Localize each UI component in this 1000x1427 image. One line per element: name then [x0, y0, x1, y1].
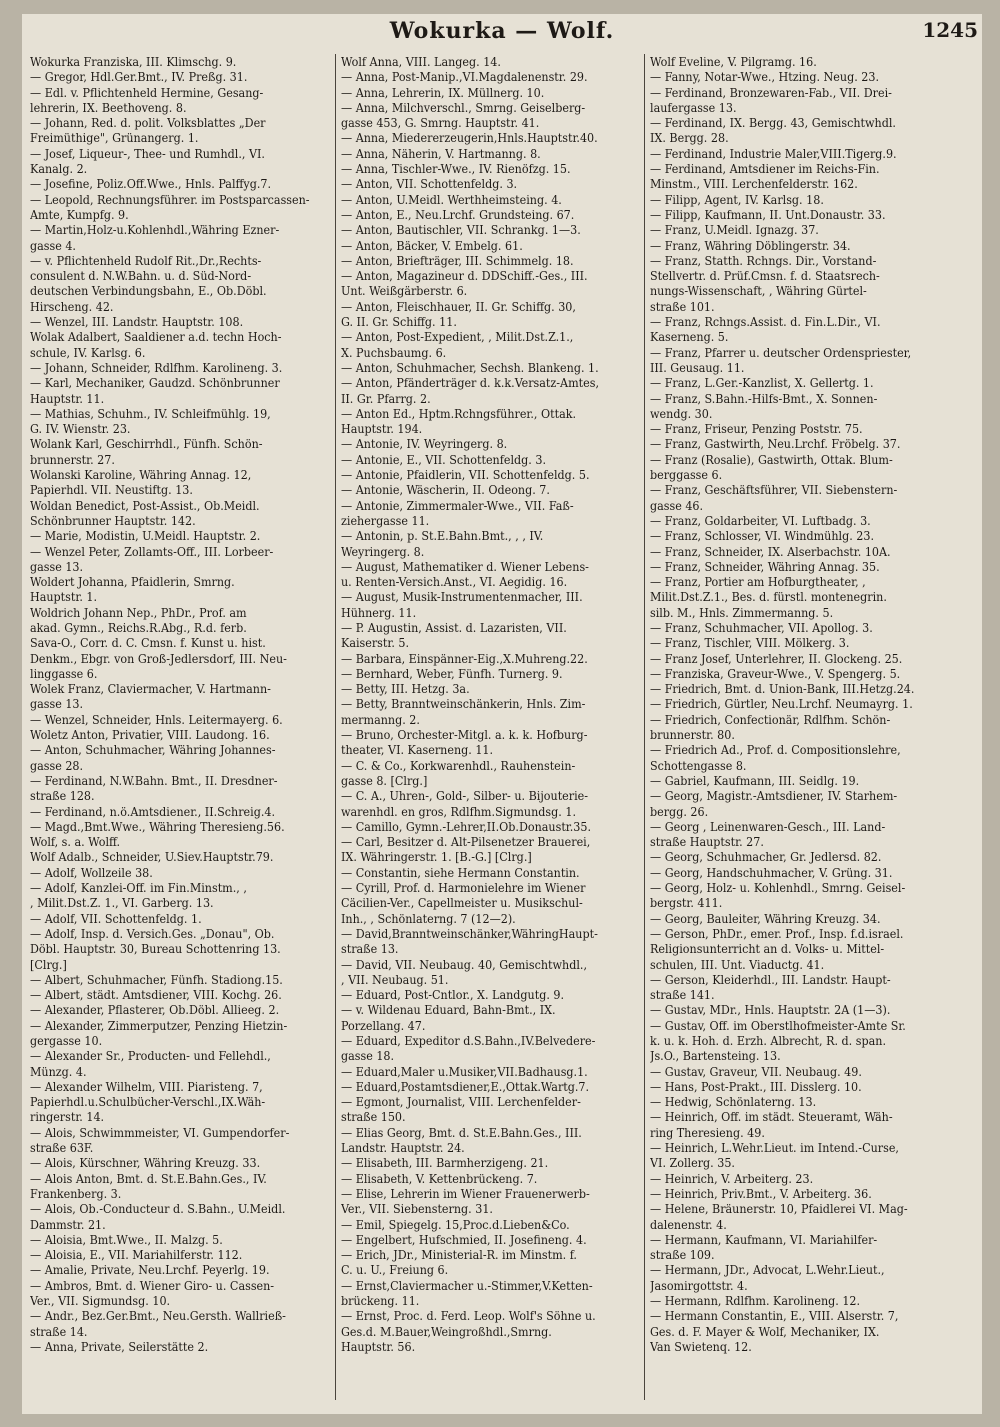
directory-entry: — Hermann, JDr., Advocat, L.Wehr.Lieut.,: [650, 1262, 885, 1278]
directory-entry: — Helene, Bräunerstr. 10, Pfaidlerei VI. Mag-: [650, 1201, 908, 1217]
directory-entry: — Eduard, Post-Cntlor., X. Landgutg. 9.: [341, 987, 565, 1003]
directory-entry: Hauptstr. 56.: [341, 1338, 416, 1354]
directory-entry: — Wenzel Peter, Zollamts-Off., III. Lorbeer-: [30, 543, 274, 559]
directory-entry: schulen, III. Unt. Viaductg. 41.: [650, 956, 825, 972]
directory-entry: straße 128.: [30, 788, 95, 804]
directory-entry: — Franz, Friseur, Penzing Poststr. 75.: [650, 421, 863, 437]
directory-entry: gasse 453, G. Smrng. Hauptstr. 41.: [341, 115, 540, 131]
directory-entry: — Gustav, Off. im Oberstlhofmeister-Amte Sr.: [650, 1017, 906, 1033]
directory-entry: — Anton, Schuhmacher, Sechsh. Blankeng. 1.: [341, 359, 599, 375]
directory-entry: Milit.Dst.Z.1., Bes. d. fürstl. montenegrin.: [650, 589, 887, 605]
directory-entry: IX. Währingerstr. 1. [B.-G.] [Clrg.]: [341, 849, 532, 865]
directory-entry: — Ambros, Bmt. d. Wiener Giro- u. Cassen-: [30, 1277, 275, 1293]
directory-entry: — Gustav, MDr., Hnls. Hauptstr. 2A (1—3).: [650, 1002, 891, 1018]
directory-entry: Woldrich Johann Nep., PhDr., Prof. am: [30, 604, 247, 620]
directory-entry: Hauptstr. 1.: [30, 589, 98, 605]
directory-entry: — Adolf, Kanzlei-Off. im Fin.Minstm., ,: [30, 880, 247, 896]
directory-entry: — Camillo, Gymn.-Lehrer,II.Ob.Donaustr.35.: [341, 818, 592, 834]
directory-entry: — Anton, Magazineur d. DDSchiff.-Ges., III.: [341, 268, 588, 284]
directory-entry: — Ferdinand, n.ö.Amtsdiener., II.Schreig.4.: [30, 803, 276, 819]
directory-entry: berggasse 6.: [650, 467, 723, 483]
directory-entry: Kaiserstr. 5.: [341, 635, 410, 651]
directory-entry: bergg. 26.: [650, 803, 709, 819]
directory-entry: Schönbrunner Hauptstr. 142.: [30, 512, 196, 528]
directory-entry: — Marie, Modistin, U.Meidl. Hauptstr. 2.: [30, 528, 261, 544]
directory-entry: — Franz, Schneider, Währing Annag. 35.: [650, 558, 880, 574]
directory-entry: — Anna, Post-Manip.,VI.Magdalenenstr. 29.: [341, 69, 588, 85]
column-middle: [341, 54, 641, 1400]
directory-entry: dalenenstr. 4.: [650, 1216, 727, 1232]
directory-entry: VI. Zollerg. 35.: [650, 1155, 735, 1171]
directory-entry: — Gregor, Hdl.Ger.Bmt., IV. Preßg. 31.: [30, 69, 248, 85]
directory-entry: Religionsunterricht an d. Volks- u. Mittel-: [650, 941, 885, 957]
directory-entry: bergstr. 411.: [650, 895, 723, 911]
directory-entry: — Albert, Schuhmacher, Fünfh. Stadiong.15.: [30, 971, 283, 987]
directory-entry: — Hermann, Rdlfhm. Karolineng. 12.: [650, 1293, 861, 1309]
directory-entry: — Andr., Bez.Ger.Bmt., Neu.Gersth. Wallrieß-: [30, 1308, 286, 1324]
directory-entry: straße 14.: [30, 1323, 88, 1339]
directory-entry: — David, VII. Neubaug. 40, Gemischtwhdl.,: [341, 956, 587, 972]
directory-entry: — Hermann Constantin, E., VIII. Alserstr. 7,: [650, 1308, 899, 1324]
directory-entry: — Franz, Portier am Hofburgtheater, ,: [650, 574, 866, 590]
directory-entry: — Franziska, Graveur-Wwe., V. Spengerg. 5.: [650, 665, 901, 681]
directory-entry: akad. Gymn., Reichs.R.Abg., R.d. ferb.: [30, 619, 247, 635]
directory-entry: Jasomirgottstr. 4.: [650, 1277, 748, 1293]
directory-entry: Hühnerg. 11.: [341, 604, 417, 620]
directory-entry: — Alexander Sr., Producten- und Fellehdl.,: [30, 1048, 271, 1064]
directory-entry: straße 109.: [650, 1247, 715, 1263]
directory-entry: — Alois Anton, Bmt. d. St.E.Bahn.Ges., IV.: [30, 1170, 267, 1186]
directory-entry: — Erich, JDr., Ministerial-R. im Minstm. f.: [341, 1247, 577, 1263]
directory-entry: straße Hauptstr. 27.: [650, 834, 764, 850]
directory-entry: Freimüthige", Grünangerg. 1.: [30, 130, 199, 146]
directory-entry: — Franz, Schuhmacher, VII. Apollog. 3.: [650, 619, 873, 635]
directory-entry: straße 63F.: [30, 1140, 94, 1156]
directory-entry: straße 13.: [341, 941, 399, 957]
directory-entry: — Carl, Besitzer d. Alt-Pilsenetzer Brauerei,: [341, 834, 591, 850]
directory-entry: — Antonie, Zimmermaler-Wwe., VII. Faß-: [341, 497, 574, 513]
directory-entry: — Heinrich, V. Arbeiterg. 23.: [650, 1170, 814, 1186]
directory-entry: — Friedrich Ad., Prof. d. Compositionslehre,: [650, 742, 901, 758]
directory-entry: — Franz, Rchngs.Assist. d. Fin.L.Dir., VI.: [650, 314, 881, 330]
directory-entry: gasse 13.: [30, 558, 84, 574]
running-head: Wokurka — Wolf.: [389, 18, 615, 44]
directory-entry: — Gabriel, Kaufmann, III. Seidlg. 19.: [650, 772, 860, 788]
directory-entry: — Ernst,Claviermacher u.-Stimmer,V.Ketten-: [341, 1277, 593, 1293]
directory-entry: — Friedrich, Gürtler, Neu.Lrchf. Neumayrg. 1.: [650, 696, 913, 712]
directory-entry: — Alois, Ob.-Conducteur d. S.Bahn., U.Meidl.: [30, 1201, 286, 1217]
directory-entry: Dammstr. 21.: [30, 1216, 106, 1232]
directory-entry: II. Gr. Pfarrg. 2.: [341, 390, 431, 406]
directory-entry: — Aloisia, Bmt.Wwe., II. Malzg. 5.: [30, 1231, 223, 1247]
directory-entry: Wolank Karl, Geschirrhdl., Fünfh. Schön-: [30, 436, 263, 452]
directory-entry: Schottengasse 8.: [650, 757, 747, 773]
directory-entry: — Barbara, Einspänner-Eig.,X.Muhreng.22.: [341, 650, 588, 666]
directory-entry: — Elias Georg, Bmt. d. St.E.Bahn.Ges., III.: [341, 1124, 582, 1140]
directory-entry: — Georg, Magistr.-Amtsdiener, IV. Starhem-: [650, 788, 898, 804]
directory-entry: gergasse 10.: [30, 1033, 103, 1048]
directory-entry: laufergasse 13.: [650, 99, 737, 115]
directory-entry: — Antonie, Pfaidlerin, VII. Schottenfeldg. 5.: [341, 467, 590, 483]
directory-entry: Woletz Anton, Privatier, VIII. Laudong. 16.: [30, 727, 270, 743]
directory-entry: gasse 13.: [30, 696, 84, 712]
directory-entry: gasse 8. [Clrg.]: [341, 772, 428, 788]
directory-entry: gasse 46.: [650, 497, 704, 513]
directory-entry: Denkm., Ebgr. von Groß-Jedlersdorf, III. Neu-: [30, 650, 287, 666]
directory-entry: — Georg, Holz- u. Kohlenhdl., Smrng. Geisel-: [650, 880, 906, 896]
directory-entry: — Heinrich, Off. im städt. Steueramt, Wäh-: [650, 1109, 893, 1125]
directory-entry: — Johann, Schneider, Rdlfhm. Karolineng. 3.: [30, 359, 283, 375]
directory-entry: Porzellang. 47.: [341, 1017, 426, 1033]
directory-entry: — Elise, Lehrerin im Wiener Frauenerwerb-: [341, 1185, 590, 1201]
directory-entry: schule, IV. Karlsg. 6.: [30, 344, 146, 360]
directory-entry: — Wenzel, Schneider, Hnls. Leitermayerg. 6.: [30, 711, 283, 727]
directory-entry: Münzg. 4.: [30, 1063, 87, 1079]
directory-entry: — Alexander, Zimmerputzer, Penzing Hietzin-: [30, 1017, 288, 1033]
directory-page: [22, 14, 982, 1414]
directory-entry: Wolak Adalbert, Saaldiener a.d. techn Hoch-: [30, 329, 282, 345]
column-divider: [335, 54, 336, 1400]
directory-entry: — Anton, Schuhmacher, Währing Johannes-: [30, 742, 276, 758]
directory-entry: Wolf Eveline, V. Pilgramg. 16.: [650, 54, 817, 69]
directory-entry: Weyringerg. 8.: [341, 543, 425, 559]
directory-entry: — Franz, Geschäftsführer, VII. Siebenstern-: [650, 482, 898, 498]
directory-entry: — Bernhard, Weber, Fünfh. Turnerg. 9.: [341, 665, 563, 681]
directory-entry: — Franz, Gastwirth, Neu.Lrchf. Fröbelg. 37.: [650, 436, 901, 452]
directory-entry: — Anna, Milchverschl., Smrng. Geiselberg-: [341, 99, 586, 115]
directory-entry: — Ferdinand, N.W.Bahn. Bmt., II. Dresdner-: [30, 772, 278, 788]
directory-entry: — Albert, städt. Amtsdiener, VIII. Kochg. 26.: [30, 987, 282, 1003]
directory-entry: ringerstr. 14.: [30, 1109, 105, 1125]
column-left: [30, 54, 334, 1400]
directory-entry: — Betty, III. Hetzg. 3a.: [341, 681, 470, 697]
directory-entry: — Anna, Private, Seilerstätte 2.: [30, 1338, 209, 1354]
directory-entry: — Elisabeth, V. Kettenbrückeng. 7.: [341, 1170, 538, 1186]
directory-entry: — Franz, Pfarrer u. deutscher Ordenspriester,: [650, 344, 912, 360]
directory-entry: deutschen Verbindungsbahn, E., Ob.Döbl.: [30, 283, 267, 299]
directory-entry: — Ferdinand, IX. Bergg. 43, Gemischtwhdl.: [650, 115, 896, 131]
directory-entry: — Anna, Tischler-Wwe., IV. Rienöfzg. 15.: [341, 161, 571, 177]
directory-entry: — P. Augustin, Assist. d. Lazaristen, VII.: [341, 619, 567, 635]
directory-entry: Papierhdl.u.Schulbücher-Verschl.,IX.Wäh-: [30, 1094, 266, 1110]
directory-entry: — Gustav, Graveur, VII. Neubaug. 49.: [650, 1063, 862, 1079]
directory-entry: Ver., VII. Sigmundsg. 10.: [30, 1293, 171, 1309]
directory-entry: — Wenzel, III. Landstr. Hauptstr. 108.: [30, 314, 244, 330]
directory-entry: — Georg, Bauleiter, Währing Kreuzg. 34.: [650, 910, 881, 926]
directory-entry: Cäcilien-Ver., Capellmeister u. Musikschul-: [341, 895, 583, 911]
directory-entry: Hauptstr. 11.: [30, 390, 105, 406]
directory-entry: gasse 4.: [30, 237, 76, 253]
directory-entry: — Antonie, Wäscherin, II. Odeong. 7.: [341, 482, 550, 498]
directory-entry: — Anna, Näherin, V. Hartmanng. 8.: [341, 145, 541, 161]
directory-entry: Inh., , Schönlaterng. 7 (12—2).: [341, 910, 516, 926]
directory-entry: — Anton, Post-Expedient, , Milit.Dst.Z.1.,: [341, 329, 574, 345]
directory-entry: Papierhdl. VII. Neustiftg. 13.: [30, 482, 193, 498]
directory-entry: — Eduard, Expeditor d.S.Bahn.,IV.Belvedere-: [341, 1033, 596, 1048]
directory-entry: — Anton, Briefträger, III. Schimmelg. 18.: [341, 252, 574, 268]
directory-entry: , VII. Neubaug. 51.: [341, 971, 449, 987]
directory-entry: — August, Mathematiker d. Wiener Lebens-: [341, 558, 589, 574]
directory-entry: Döbl. Hauptstr. 30, Bureau Schottenring 13.: [30, 941, 281, 957]
directory-entry: — Cyrill, Prof. d. Harmonielehre im Wiener: [341, 880, 586, 896]
directory-entry: — C. & Co., Korkwarenhdl., Rauhenstein-: [341, 757, 576, 773]
directory-entry: — Friedrich, Bmt. d. Union-Bank, III.Hetzg.24.: [650, 681, 915, 697]
directory-entry: — Martin,Holz-u.Kohlenhdl.,Währing Ezner-: [30, 222, 280, 238]
directory-entry: Amte, Kumpfg. 9.: [30, 206, 129, 222]
directory-entry: — Engelbert, Hufschmied, II. Josefineng. 4.: [341, 1231, 587, 1247]
directory-entry: Frankenberg. 3.: [30, 1185, 122, 1201]
directory-entry: — Adolf, Wollzeile 38.: [30, 864, 153, 880]
directory-entry: — Franz (Rosalie), Gastwirth, Ottak. Blum-: [650, 451, 893, 467]
directory-entry: — Ferdinand, Amtsdiener im Reichs-Fin.: [650, 161, 880, 177]
directory-entry: Kaserneng. 5.: [650, 329, 729, 345]
directory-entry: — Anna, Lehrerin, IX. Müllnerg. 10.: [341, 84, 545, 100]
directory-entry: — Franz, Schlosser, VI. Windmühlg. 23.: [650, 528, 875, 544]
directory-entry: Hauptstr. 194.: [341, 421, 423, 437]
directory-entry: — Filipp, Kaufmann, II. Unt.Donaustr. 33.: [650, 206, 886, 222]
directory-entry: — Anton, U.Meidl. Werthheimsteing. 4.: [341, 191, 562, 207]
directory-entry: — Constantin, siehe Hermann Constantin.: [341, 864, 580, 880]
directory-entry: — Alexander Wilhelm, VIII. Piaristeng. 7,: [30, 1078, 263, 1094]
directory-entry: Wokurka Franziska, III. Klimschg. 9.: [30, 54, 237, 69]
directory-entry: — Georg, Schuhmacher, Gr. Jedlersd. 82.: [650, 849, 882, 865]
directory-entry: brunnerstr. 27.: [30, 451, 115, 467]
directory-entry: ring Theresieng. 49.: [650, 1124, 765, 1140]
directory-entry: Ges. d. F. Mayer & Wolf, Mechaniker, IX.: [650, 1323, 880, 1339]
directory-entry: — David,Branntweinschänker,WähringHaupt-: [341, 925, 598, 941]
directory-entry: Wolf Adalb., Schneider, U.Siev.Hauptstr.79.: [30, 849, 274, 865]
directory-entry: Landstr. Hauptstr. 24.: [341, 1140, 465, 1156]
directory-entry: — Alexander, Pflasterer, Ob.Döbl. Allieeg. 2.: [30, 1002, 280, 1018]
directory-entry: nungs-Wissenschaft, , Währing Gürtel-: [650, 283, 867, 299]
directory-entry: silb. M., Hnls. Zimmermanng. 5.: [650, 604, 834, 620]
directory-entry: — Fanny, Notar-Wwe., Htzing. Neug. 23.: [650, 69, 880, 85]
directory-entry: — Adolf, Insp. d. Versich.Ges. „Donau", Ob.: [30, 925, 275, 941]
directory-entry: brückeng. 11.: [341, 1293, 420, 1309]
directory-entry: wendg. 30.: [650, 405, 713, 421]
directory-entry: Wolanski Karoline, Währing Annag. 12,: [30, 467, 252, 483]
directory-entry: — Edl. v. Pflichtenheld Hermine, Gesang-: [30, 84, 264, 100]
directory-entry: brunnerstr. 80.: [650, 727, 735, 743]
directory-entry: — Alois, Schwimmmeister, VI. Gumpendorfer-: [30, 1124, 290, 1140]
directory-entry: — Franz, Tischler, VIII. Mölkerg. 3.: [650, 635, 850, 651]
directory-entry: gasse 28.: [30, 757, 84, 773]
directory-entry: — Johann, Red. d. polit. Volksblattes „Der: [30, 115, 266, 131]
directory-entry: — Filipp, Agent, IV. Karlsg. 18.: [650, 191, 824, 207]
directory-entry: — Franz, L.Ger.-Kanzlist, X. Gellertg. 1.: [650, 375, 874, 391]
directory-entry: Wolf Anna, VIII. Langeg. 14.: [341, 54, 501, 69]
directory-entry: — Franz, Goldarbeiter, VI. Luftbadg. 3.: [650, 512, 871, 528]
directory-entry: — Heinrich, L.Wehr.Lieut. im Intend.-Curse,: [650, 1140, 899, 1156]
directory-entry: Ges.d. M.Bauer,Weingroßhdl.,Smrng.: [341, 1323, 552, 1339]
directory-entry: — Gerson, PhDr., emer. Prof., Insp. f.d.israel.: [650, 925, 904, 941]
directory-entry: — Antonie, E., VII. Schottenfeldg. 3.: [341, 451, 546, 467]
directory-entry: consulent d. N.W.Bahn. u. d. Süd-Nord-: [30, 268, 252, 284]
directory-entry: k. u. k. Hoh. d. Erzh. Albrecht, R. d. span.: [650, 1033, 886, 1048]
directory-entry: Hirscheng. 42.: [30, 298, 114, 314]
directory-entry: Woldert Johanna, Pfaidlerin, Smrng.: [30, 574, 235, 590]
directory-entry: Wolek Franz, Claviermacher, V. Hartmann-: [30, 681, 271, 697]
directory-entry: — Anton, Fleischhauer, II. Gr. Schiffg. 30,: [341, 298, 576, 314]
directory-entry: — Amalie, Private, Neu.Lrchf. Peyerlg. 19.: [30, 1262, 270, 1278]
directory-entry: Van Swietenq. 12.: [650, 1338, 752, 1354]
directory-entry: — Georg , Leinenwaren-Gesch., III. Land-: [650, 818, 886, 834]
directory-entry: — Hans, Post-Prakt., III. Disslerg. 10.: [650, 1078, 862, 1094]
directory-entry: straße 141.: [650, 987, 715, 1003]
directory-entry: — Anton Ed., Hptm.Rchngsführer., Ottak.: [341, 405, 577, 421]
directory-entry: linggasse 6.: [30, 665, 98, 681]
directory-entry: — Adolf, VII. Schottenfeldg. 1.: [30, 910, 202, 926]
directory-entry: Unt. Weißgärberstr. 6.: [341, 283, 468, 299]
directory-entry: Sava-O., Corr. d. C. Cmsn. f. Kunst u. hist.: [30, 635, 266, 651]
directory-entry: Js.O., Bartensteing. 13.: [650, 1048, 781, 1064]
directory-entry: — Ferdinand, Industrie Maler,VIII.Tigerg.9.: [650, 145, 897, 161]
directory-entry: C. u. U., Freiung 6.: [341, 1262, 449, 1278]
directory-entry: — Franz, Statth. Rchngs. Dir., Vorstand-: [650, 252, 877, 268]
directory-entry: III. Geusaug. 11.: [650, 359, 745, 375]
directory-entry: — Heinrich, Priv.Bmt., V. Arbeiterg. 36.: [650, 1185, 872, 1201]
directory-entry: IX. Bergg. 28.: [650, 130, 729, 146]
directory-entry: — Friedrich, Confectionär, Rdlfhm. Schön-: [650, 711, 891, 727]
directory-entry: — Franz, S.Bahn.-Hilfs-Bmt., X. Sonnen-: [650, 390, 878, 406]
directory-entry: — Franz, Schneider, IX. Alserbachstr. 10A.: [650, 543, 891, 559]
directory-entry: — Anna, Miedererzeugerin,Hnls.Hauptstr.40.: [341, 130, 598, 146]
directory-entry: Wolf, s. a. Wolff.: [30, 834, 121, 850]
directory-entry: Stellvertr. d. Prüf.Cmsn. f. d. Staatsrech-: [650, 268, 880, 284]
directory-entry: lehrerin, IX. Beethoveng. 8.: [30, 99, 187, 115]
directory-entry: — v. Pflichtenheld Rudolf Rit.,Dr.,Rechts-: [30, 252, 262, 268]
directory-entry: mermanng. 2.: [341, 711, 420, 727]
directory-entry: — Anton, Bautischler, VII. Schrankg. 1—3.: [341, 222, 581, 238]
directory-entry: — Magd.,Bmt.Wwe., Währing Theresieng.56.: [30, 818, 285, 834]
directory-entry: — Georg, Handschuhmacher, V. Grüng. 31.: [650, 864, 893, 880]
directory-entry: — Hedwig, Schönlaterng. 13.: [650, 1094, 817, 1110]
directory-entry: — Aloisia, E., VII. Mariahilferstr. 112.: [30, 1247, 243, 1263]
directory-entry: — Alois, Kürschner, Währing Kreuzg. 33.: [30, 1155, 261, 1171]
directory-entry: — Bruno, Orchester-Mitgl. a. k. k. Hofburg-: [341, 727, 588, 743]
directory-entry: straße 150.: [341, 1109, 406, 1125]
directory-entry: , Milit.Dst.Z. 1., VI. Garberg. 13.: [30, 895, 214, 911]
directory-entry: Ver., VII. Siebensterng. 31.: [341, 1201, 493, 1217]
directory-entry: — August, Musik-Instrumentenmacher, III.: [341, 589, 583, 605]
directory-entry: — Mathias, Schuhm., IV. Schleifmühlg. 19,: [30, 405, 271, 421]
directory-entry: — Hermann, Kaufmann, VI. Mariahilfer-: [650, 1231, 878, 1247]
directory-entry: — v. Wildenau Eduard, Bahn-Bmt., IX.: [341, 1002, 556, 1018]
directory-entry: theater, VI. Kaserneng. 11.: [341, 742, 494, 758]
directory-entry: — Josefine, Poliz.Off.Wwe., Hnls. Palffyg.7.: [30, 176, 272, 192]
column-divider: [644, 54, 645, 1400]
directory-entry: Kanalg. 2.: [30, 161, 88, 177]
directory-entry: — Josef, Liqueur-, Thee- und Rumhdl., VI.: [30, 145, 265, 161]
directory-entry: — Antonie, IV. Weyringerg. 8.: [341, 436, 508, 452]
directory-entry: G. IV. Wienstr. 23.: [30, 421, 131, 437]
directory-entry: — Eduard,Postamtsdiener,E.,Ottak.Wartg.7.: [341, 1078, 590, 1094]
directory-entry: — Karl, Mechaniker, Gaudzd. Schönbrunner: [30, 375, 280, 391]
directory-entry: Minstm., VIII. Lerchenfelderstr. 162.: [650, 176, 858, 192]
directory-entry: — Anton, VII. Schottenfeldg. 3.: [341, 176, 518, 192]
page-number: 1245: [922, 18, 978, 42]
directory-entry: — Gerson, Kleiderhdl., III. Landstr. Haupt-: [650, 971, 891, 987]
directory-entry: G. II. Gr. Schiffg. 11.: [341, 314, 457, 330]
directory-entry: — Antonin, p. St.E.Bahn.Bmt., , , IV.: [341, 528, 544, 544]
directory-entry: — Leopold, Rechnungsführer. im Postsparcassen-: [30, 191, 310, 207]
directory-entry: — Franz Josef, Unterlehrer, II. Glockeng. 25.: [650, 650, 903, 666]
directory-entry: — Betty, Branntweinschänkerin, Hnls. Zim-: [341, 696, 586, 712]
directory-entry: — Ferdinand, Bronzewaren-Fab., VII. Drei-: [650, 84, 892, 100]
directory-entry: — C. A., Uhren-, Gold-, Silber- u. Bijouterie-: [341, 788, 589, 804]
directory-entry: — Anton, E., Neu.Lrchf. Grundsteing. 67.: [341, 206, 575, 222]
directory-entry: — Franz, U.Meidl. Ignazg. 37.: [650, 222, 819, 238]
directory-entry: X. Puchsbaumg. 6.: [341, 344, 447, 360]
directory-entry: Woldan Benedict, Post-Assist., Ob.Meidl.: [30, 497, 260, 513]
directory-entry: gasse 18.: [341, 1048, 395, 1064]
directory-entry: — Anton, Bäcker, V. Embelg. 61.: [341, 237, 523, 253]
directory-entry: ziehergasse 11.: [341, 512, 430, 528]
directory-entry: — Anton, Pfänderträger d. k.k.Versatz-Amtes,: [341, 375, 599, 391]
directory-entry: straße 101.: [650, 298, 715, 314]
page-header: [22, 18, 982, 54]
directory-entry: [Clrg.]: [30, 956, 67, 972]
directory-entry: — Eduard,Maler u.Musiker,VII.Badhausg.1.: [341, 1063, 588, 1079]
directory-entry: — Ernst, Proc. d. Ferd. Leop. Wolf's Söhne u.: [341, 1308, 596, 1324]
directory-entry: — Elisabeth, III. Barmherzigeng. 21.: [341, 1155, 549, 1171]
directory-entry: u. Renten-Versich.Anst., VI. Aegidig. 16.: [341, 574, 568, 590]
directory-entry: — Emil, Spiegelg. 15,Proc.d.Lieben&Co.: [341, 1216, 570, 1232]
column-right: [650, 54, 968, 1400]
directory-entry: warenhdl. en gros, Rdlfhm.Sigmundsg. 1.: [341, 803, 576, 819]
directory-entry: — Franz, Währing Döblingerstr. 34.: [650, 237, 851, 253]
directory-entry: — Egmont, Journalist, VIII. Lerchenfelder-: [341, 1094, 581, 1110]
